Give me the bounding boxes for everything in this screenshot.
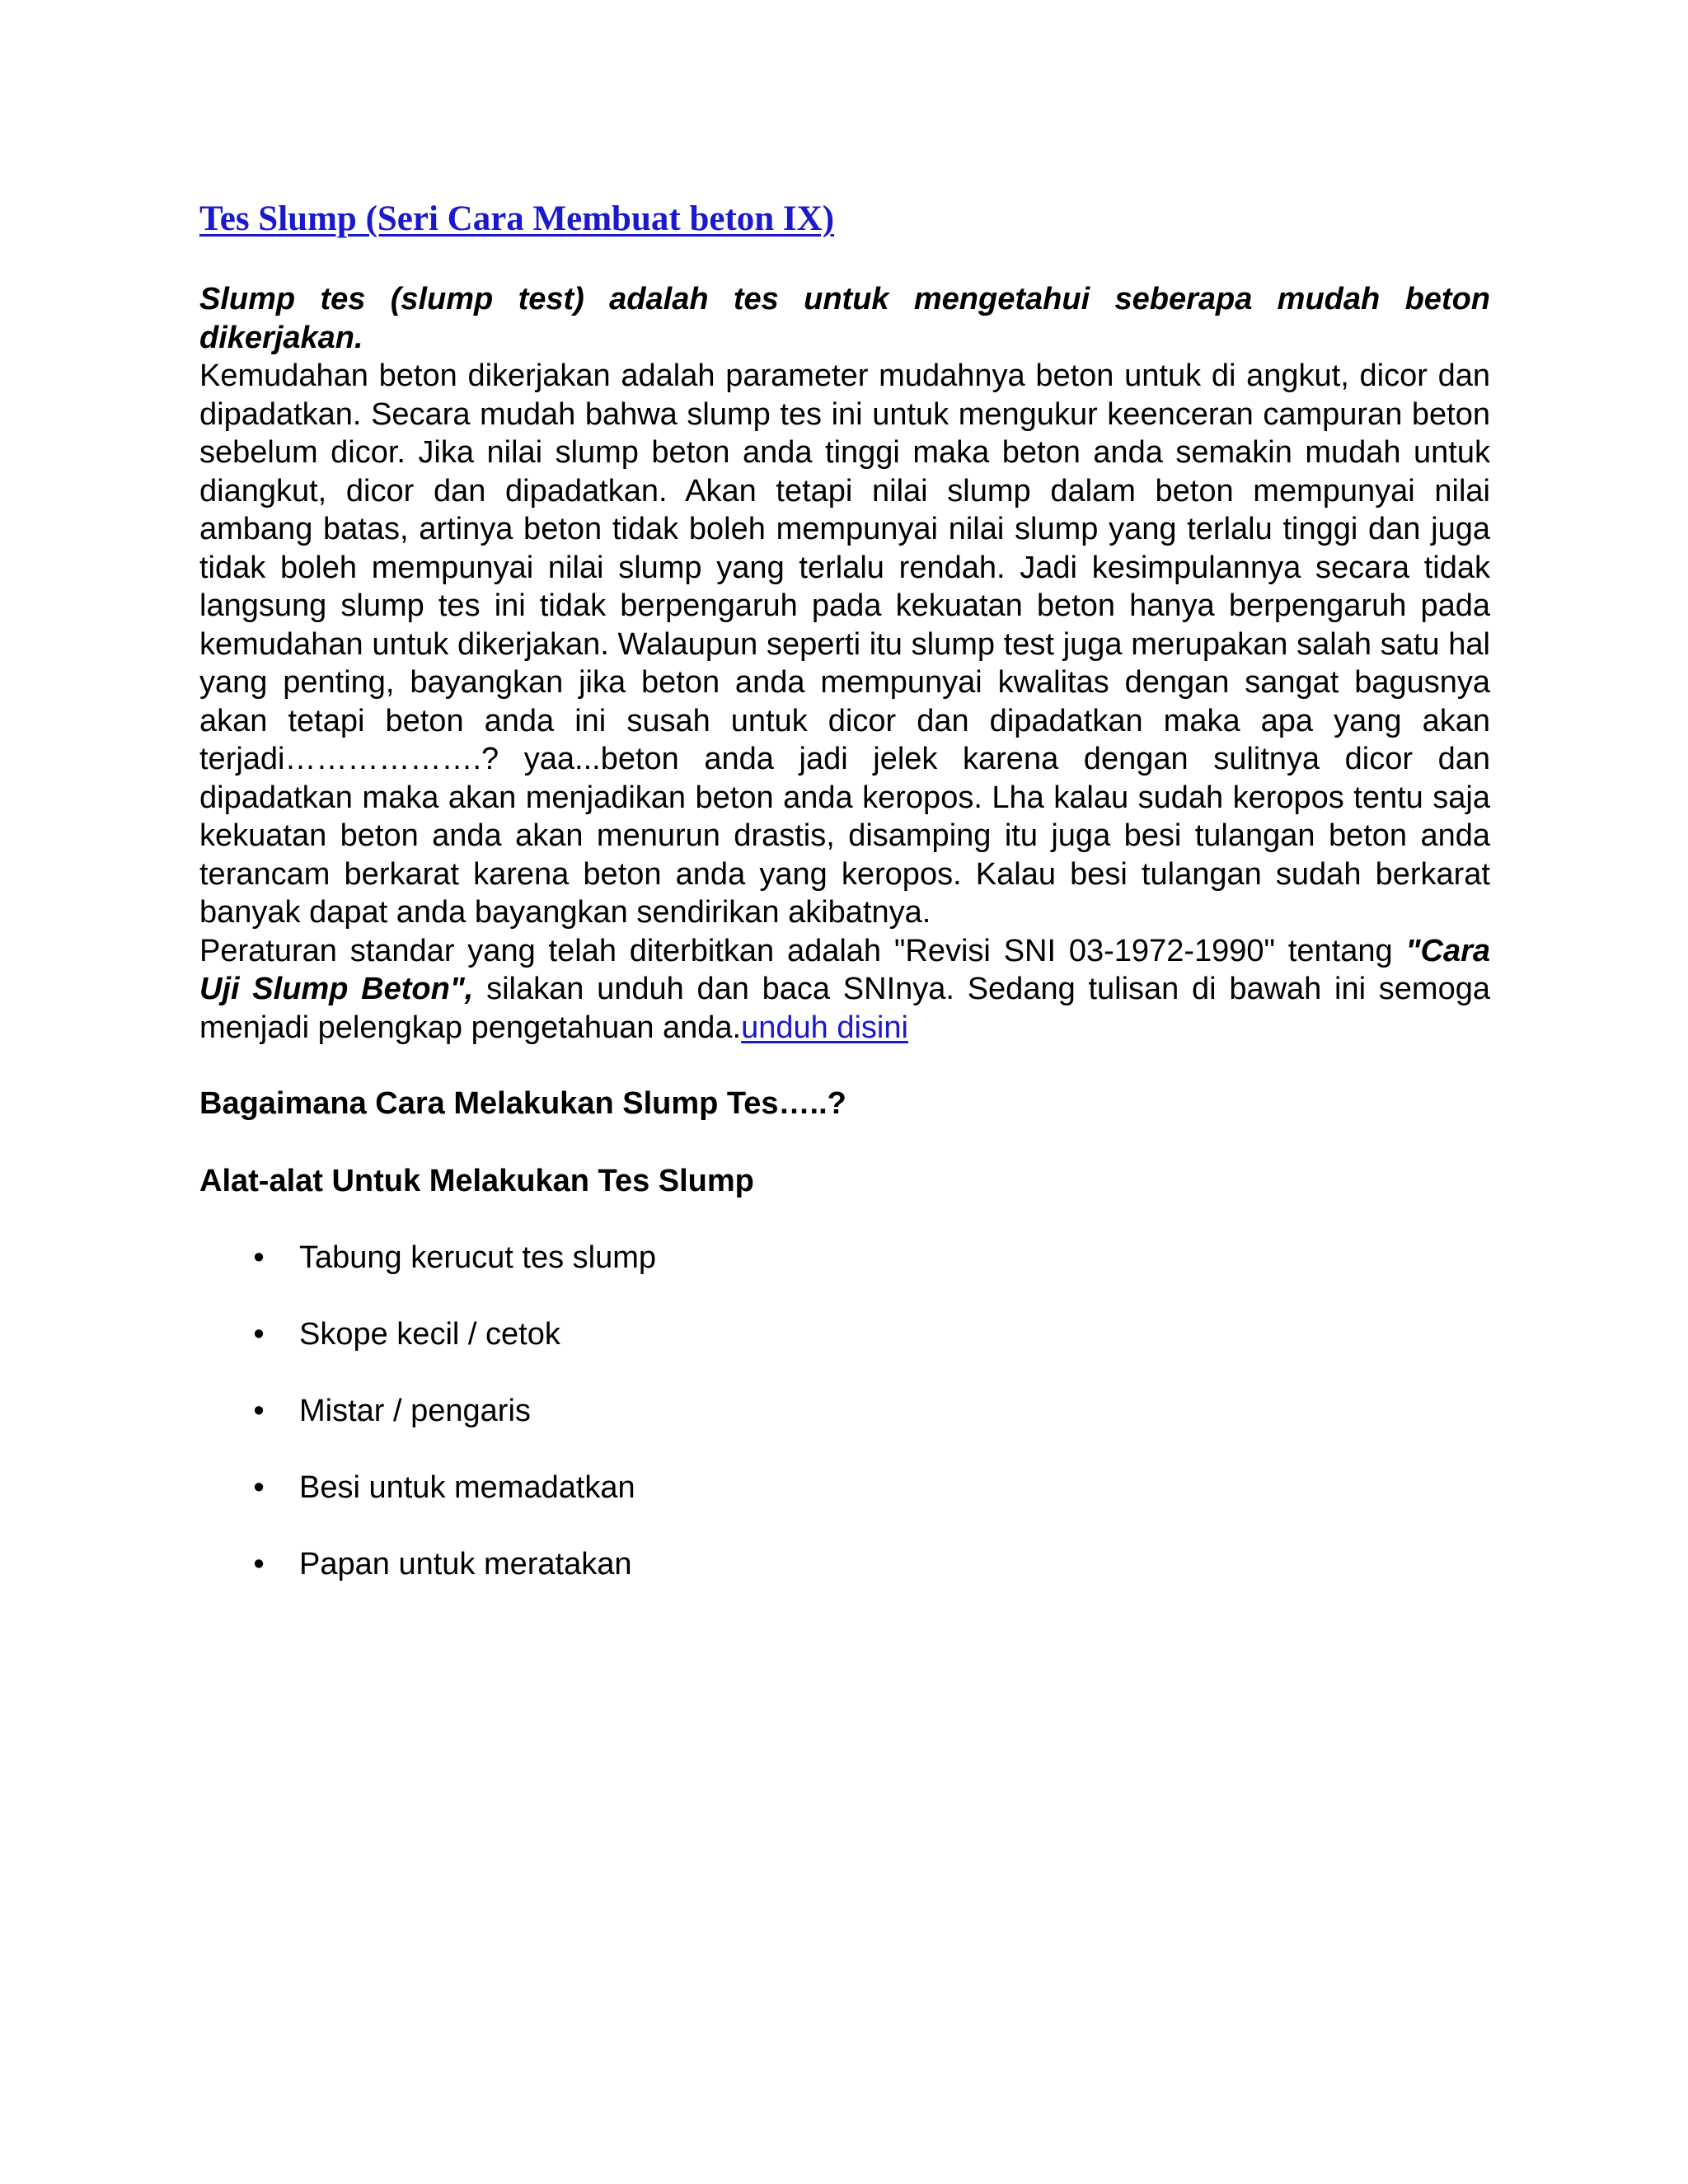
- list-item-label: Mistar / pengaris: [299, 1394, 531, 1428]
- list-item: [199, 1392, 1490, 1469]
- sni-document-title: "Cara Uji Slump Beton",: [199, 933, 1490, 1006]
- body-paragraph-1: Kemudahan beton dikerjakan adalah parameter mudahnya beton untuk di angkut, dicor dan dipadatkan. Secara mudah bahwa slump tes ini untuk mengukur keenceran campuran beton sebelum dicor. Jika nilai slump beton anda tinggi maka beton anda semakin mudah untuk diangkut, dicor dan dipadatkan. Akan tetapi nilai slump dalam beton mempunyai nilai ambang batas, artinya beton tidak boleh mempunyai nilai slump yang terlalu tinggi dan juga tidak boleh mempunyai nilai slump yang terlalu rendah. Jadi kesimpulannya secara tidak langsung slump tes ini tidak berpengaruh pada kekuatan beton hanya berpengaruh pada kemudahan untuk dikerjakan. Walaupun seperti itu slump test juga merupakan salah satu hal yang penting, bayangkan jika beton anda mempunyai kwalitas dengan sangat bagusnya akan tetapi beton anda ini susah untuk dicor dan dipadatkan maka apa yang akan terjadi……………….? yaa...beton anda jadi jelek karena dengan sulitnya dicor dan dipadatkan maka akan menjadikan beton anda keropos. Lha kalau sudah keropos tentu saja kekuatan beton anda akan menurun drastis, disamping itu juga besi tulangan beton anda terancam berkarat karena beton anda yang keropos. Kalau besi tulangan sudah berkarat banyak dapat anda bayangkan sendirikan akibatnya.: [199, 359, 1490, 930]
- section-heading-how-to: Bagaimana Cara Melakukan Slump Tes…..?: [199, 1086, 846, 1121]
- list-item-label: Tabung kerucut tes slump: [299, 1240, 657, 1275]
- body-paragraph-2: [199, 932, 1490, 1047]
- list-item-label: Besi untuk memadatkan: [299, 1470, 635, 1505]
- sni-intro-text: Peraturan standar yang telah diterbitkan adalah "Revisi SNI 03-1972-1990" tentang: [199, 933, 1406, 968]
- lead-sentence: Slump tes (slump test) adalah tes untuk mengetahui seberapa mudah beton dikerjakan.: [199, 282, 1490, 355]
- bullet-icon: •: [253, 1547, 265, 1582]
- bullet-icon: •: [253, 1394, 265, 1428]
- article-title-link[interactable]: Tes Slump (Seri Cara Membuat beton IX): [199, 199, 835, 238]
- document-content: [199, 194, 1490, 1622]
- bullet-icon: •: [253, 1240, 265, 1275]
- list-item: [199, 1315, 1490, 1392]
- section-heading-tools: Alat-alat Untuk Melakukan Tes Slump: [199, 1163, 754, 1198]
- bullet-icon: •: [253, 1470, 265, 1505]
- tools-list: [199, 1239, 1490, 1622]
- list-item-label: Skope kecil / cetok: [299, 1317, 560, 1352]
- list-item-label: Papan untuk meratakan: [299, 1547, 632, 1582]
- sni-download-text: silakan unduh dan baca SNInya. Sedang tulisan di bawah ini semoga menjadi pelengkap pengetahuan anda.: [199, 972, 1490, 1045]
- download-link[interactable]: unduh disini: [741, 1010, 908, 1045]
- list-item: [199, 1239, 1490, 1315]
- bullet-icon: •: [253, 1317, 265, 1352]
- list-item: [199, 1545, 1490, 1622]
- list-item: [199, 1469, 1490, 1545]
